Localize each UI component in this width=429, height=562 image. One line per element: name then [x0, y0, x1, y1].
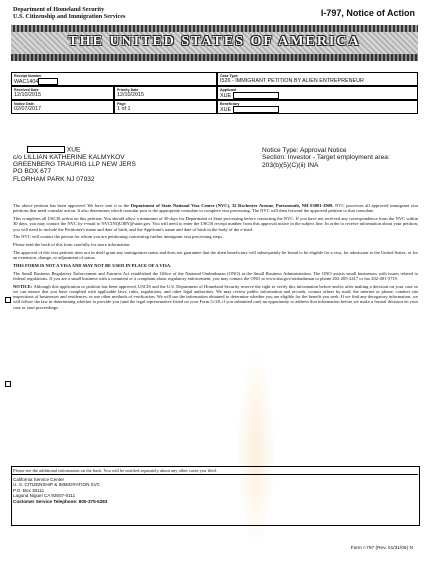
paragraph: Please read the back of this form carefully for more information. [13, 242, 131, 247]
agency-subname: U.S. Citizenship and Immigration Services [13, 13, 126, 21]
notice-date-label: Notice Date [14, 102, 34, 106]
paragraph: This completes all USCIS action on this petition. You should allow a minimum of 30 days for Department of State processing before contacting the NVC. If you have not received any correspondence from the NVC within 30 days, you may contact the NVC by e-mail to NVCINQUIRY@state.gov. You will need to enter the USCIS receipt number from this approval notice in the subject line. In order to receive information about your petition, you will need to include the Petitioner's name and date of birth, and the Applicant's name and date of birth in the body of the e-mail. [13, 216, 418, 232]
notice-date-box [11, 100, 114, 114]
redaction-box [38, 78, 58, 85]
beneficiary-box [217, 100, 418, 114]
margin-checkbox [5, 297, 11, 303]
page-box [114, 100, 217, 114]
banner-bottom-stripe [11, 54, 418, 61]
notice-section-code: 203(b)(5)(C)(ii) INA [262, 161, 319, 169]
received-date-box [11, 86, 114, 100]
form-id: Form I-797 (Rev. 01/31/05) N [350, 546, 413, 551]
address-line: c/o LILLIAN KATHERINE KALMYKOV [13, 153, 125, 161]
paragraph: THIS FORM IS NOT A VISA AND MAY NOT BE USED IN PLACE OF A VISA. [13, 262, 172, 268]
applicant-value: XUE [220, 92, 417, 99]
address-line: GREENBERG TRAURIG LLP NEW JERS [13, 161, 136, 169]
receipt-number-label: Receipt Number [14, 74, 42, 78]
customer-service-phone: Customer Service Telephone: 800-375-5283 [13, 498, 108, 504]
footer-notice: Please see the additional information on the back. You will be notified separately about any other cases you filed. [13, 468, 217, 473]
service-center-agency: U. S. CITIZENSHIP & IMMIGRATION SVC [13, 482, 101, 488]
redaction-box [233, 92, 279, 99]
address-line: FLORHAM PARK NJ 07932 [13, 175, 95, 183]
receipt-number-value: WAC1404 [14, 78, 216, 85]
notice-section: Section: Investor - Target employment area: [262, 154, 390, 162]
notice-type-block [262, 147, 412, 169]
notice-type: Notice Type: Approval Notice [262, 147, 347, 154]
paragraph: The Small Business Regulatory Enforcement and Fairness Act established the Office of the National Ombudsman (ONO) at the Small Business Administration. The ONO assists small businesses with issues related to federal regulations. If you are a small business with a comment or a complaint about regulatory enforcement, you may contact the ONO at www.sba.gov/ombudsman or phone 202-205-2417 or fax 202-481-5719. [13, 270, 418, 281]
address-line: PO BOX 677 [13, 168, 52, 176]
margin-checkbox [5, 381, 11, 387]
banner-top-stripe [11, 25, 418, 32]
service-center-city: Laguna Niguel CA 92607-0111 [13, 493, 76, 499]
agency-name: Department of Homeland Security [13, 6, 105, 13]
agency-header [13, 6, 213, 20]
form-title: I-797, Notice of Action [320, 8, 415, 18]
applicant-label: Applicant [220, 88, 237, 92]
notice-date-value: 02/07/2017 [14, 106, 41, 112]
page-value: 1 of 1 [117, 106, 131, 112]
address-line: XUE [13, 146, 136, 154]
banner-text: THE UNITED STATES OF AMERICA [68, 34, 361, 49]
paragraph: The above petition has been approved. We have sent it to the Department of State National Visa Center (NVC), 32 Rochester Avenue, Portsmouth, NH 03801-2909. NVC processes all approved immigrant visa petitions that need consular action. It also determines which consular post is the appropriate consulate to complete visa processing. The NVC will then forward the approved petition to that consulate. [13, 203, 418, 214]
notice-body [13, 203, 418, 312]
applicant-box [217, 86, 418, 100]
priority-date-label: Priority Date [117, 88, 139, 92]
page-label: Page [117, 102, 126, 106]
paragraph: NOTICE: Although this application or petition has been approved, USCIS and the U.S. Department of Homeland Security reserve the right to verify this information before and/or after making a decision on your case so we can ensure that you have complied with applicable laws, rules, regulations, and other legal authorities. We may review public information and records, contact others by mail, the internet or phone, conduct site inspections of businesses and residences, or use other methods of verification. We will use the information obtained to determine whether you are eligible for the benefit you seek. If we find any derogatory information, we will follow the law in determining whether to provide you (and the legal representative listed on your Form G-28, if you submitted one) an opportunity to address that information before we make a formal decision on your case or start proceedings. [13, 283, 418, 310]
beneficiary-label: Beneficiary [220, 102, 240, 106]
paragraph: The NVC will contact the person for whom you are petitioning concerning further immigrant visa processing steps. [13, 234, 223, 240]
case-type-value: I526 - IMMIGRANT PETITION BY ALIEN ENTREPRENEUR [220, 78, 364, 84]
receipt-number-box [11, 72, 217, 86]
footer-divider [11, 474, 418, 475]
security-banner [11, 25, 418, 61]
beneficiary-value: XUE [220, 106, 417, 113]
mailing-address [13, 146, 136, 183]
redaction-box [233, 106, 279, 113]
case-type-box [217, 72, 418, 86]
paragraph: The approval of this visa petition does not in itself grant any immigration status and does not guarantee that the alien beneficiary will subsequently be found to be eligible for a visa, for admission to the United States, or for an extension, change, or adjustment of status. [13, 249, 418, 260]
service-center-pobox: P.O. Box 30111 [13, 487, 45, 493]
service-center-name: California Service Center [13, 477, 65, 482]
priority-date-box [114, 86, 217, 100]
redaction-box [27, 146, 65, 153]
received-date-value: 12/10/2015 [14, 92, 41, 98]
service-center-address [13, 477, 107, 504]
priority-date-value: 12/10/2015 [117, 92, 144, 98]
case-type-label: Case Type [220, 74, 238, 78]
received-date-label: Received Date [14, 88, 39, 92]
